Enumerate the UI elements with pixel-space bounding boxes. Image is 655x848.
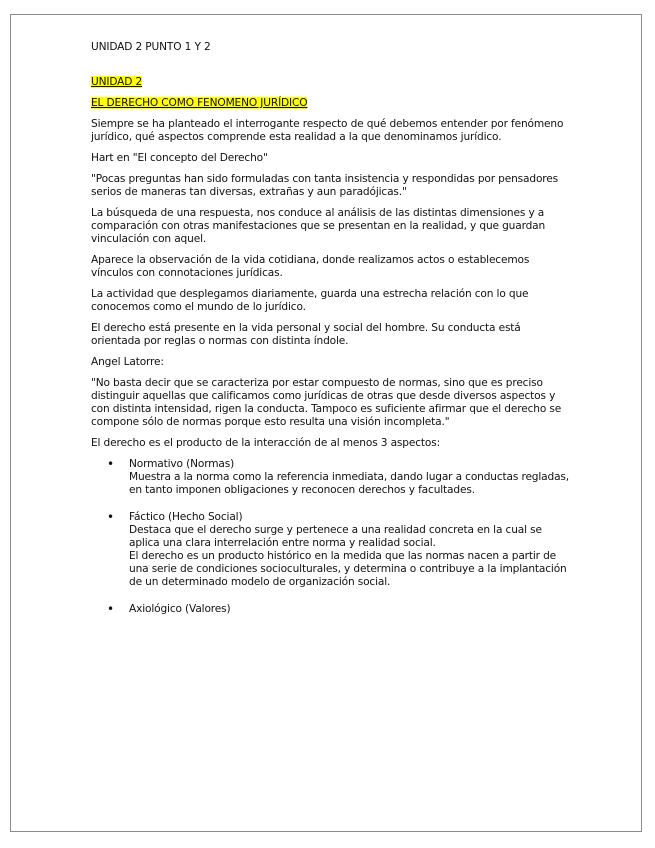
paragraph: Siempre se ha planteado el interrogante respecto de qué debemos entender por fenómeno jurídico, qué aspectos comprende esta realidad a la que denominamos jurídico. [91,118,564,143]
aspect-description: El derecho es un producto histórico en la medida que las normas nacen a partir de una serie de condiciones socioculturales, y determina o contribuye a la implantación de un determinado modelo de organización social. [129,550,567,588]
list-item [129,511,571,589]
list-item [129,603,571,616]
document-header: UNIDAD 2 PUNTO 1 Y 2 [91,41,211,53]
paragraph: La búsqueda de una respuesta, nos conduce al análisis de las distintas dimensiones y a comparación con otras manifestaciones que se presentan en la realidad, y que guardan vinculación con aquel. [91,207,546,245]
unit-title [91,76,571,89]
document-content[interactable] [91,41,571,630]
paragraph: Hart en "El concepto del Derecho" [91,152,268,164]
aspect-title: • Normativo (Normas) [129,458,235,470]
paragraph: Angel Latorre: [91,356,164,368]
list-item [129,458,571,497]
aspect-description: Destaca que el derecho surge y pertenece a una realidad concreta en la cual se aplica una clara interrelación entre norma y realidad social. [129,524,542,549]
paragraph: Aparece la observación de la vida cotidiana, donde realizamos actos o establecemos vínculos con connotaciones jurídicas. [91,254,530,279]
quote-paragraph: "Pocas preguntas han sido formuladas con tanta insistencia y respondidas por pensadores serios de maneras tan diversas, extrañas y aun paradójicas." [91,173,559,198]
aspect-title: • Axiológico (Valores) [129,603,231,615]
aspect-title: • Fáctico (Hecho Social) [129,511,243,523]
section-title-text: EL DERECHO COMO FENOMENO JURÍDICO [91,97,308,109]
aspect-description: Muestra a la norma como la referencia inmediata, dando lugar a conductas regladas, en tanto imponen obligaciones y reconocen derechos y facultades. [129,471,570,496]
paragraph: El derecho es el producto de la interacción de al menos 3 aspectos: [91,437,441,449]
unit-title-text: UNIDAD 2 [91,76,143,88]
aspects-list [91,458,571,616]
document-page [10,14,642,832]
paragraph: El derecho está presente en la vida personal y social del hombre. Su conducta está orientada por reglas o normas con distinta índole. [91,322,521,347]
paragraph: La actividad que desplegamos diariamente, guarda una estrecha relación con lo que conocemos como el mundo de lo jurídico. [91,288,529,313]
quote-paragraph: "No basta decir que se caracteriza por estar compuesto de normas, sino que es preciso distinguir aquellas que calificamos como jurídicas de otras que desde diversos aspectos y con distinta intensidad, rigen la conducta. Tampoco es suficiente afirmar que el derecho se compone sólo de normas porque esto resulta una visión incompleta." [91,377,562,428]
section-title [91,97,571,110]
